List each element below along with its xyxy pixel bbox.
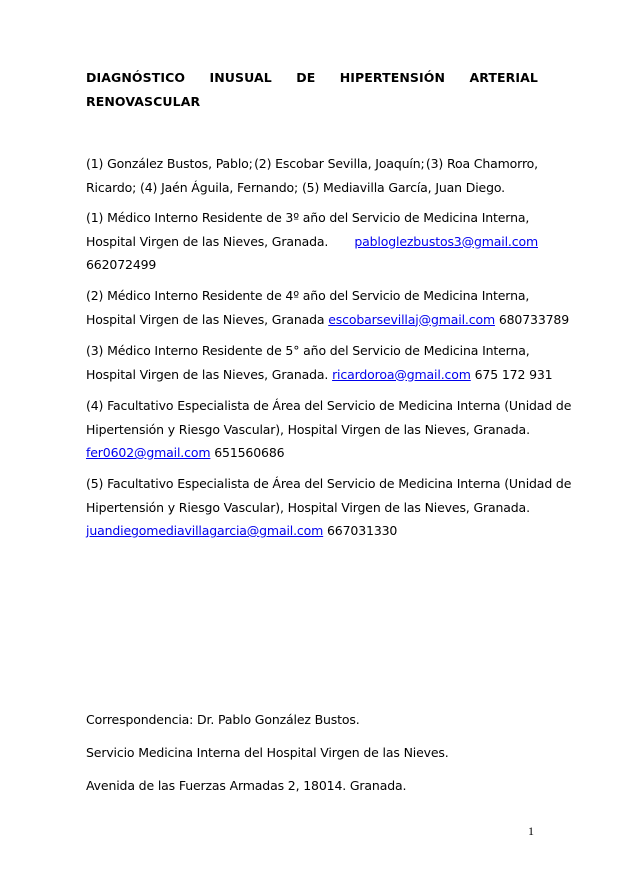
authors-list <box>86 152 538 199</box>
author-entry: (2) Escobar Sevilla, Joaquín; <box>254 156 425 171</box>
title-word: DIAGNÓSTICO <box>86 70 186 85</box>
phone-number: 680733789 <box>498 311 570 327</box>
title-word: HIPERTENSIÓN <box>339 70 446 85</box>
title-line-1 <box>86 66 538 90</box>
phone-number: 675 172 931 <box>474 366 553 382</box>
author-entry: (1) González Bustos, Pablo; <box>86 156 253 171</box>
affiliation-line-3 <box>86 519 538 543</box>
email-link[interactable]: fer0602@gmail.com <box>86 445 211 460</box>
affiliation-hospital: Hospital Virgen de las Nieves, Granada. <box>86 366 329 382</box>
affiliation-line-2 <box>86 363 553 387</box>
affiliation-line-2 <box>86 230 538 254</box>
authors-line-2: Ricardo; (4) Jaén Águila, Fernando; (5) Mediavilla García, Juan Diego. <box>86 179 505 195</box>
affiliation-text: (2) Médico Interno Residente de 4º año del Servicio de Medicina Interna, <box>86 288 530 303</box>
phone-number: 662072499 <box>86 257 157 272</box>
affiliation-5 <box>86 472 572 543</box>
affiliation-3 <box>86 339 553 386</box>
affiliation-line-3 <box>86 441 538 465</box>
affiliation-text: (4) Facultativo Especialista de Área del Servicio de Medicina Interna (Unidad de <box>86 398 572 413</box>
email-link[interactable]: ricardoroa@gmail.com <box>332 366 471 382</box>
authors-line-1 <box>86 152 538 176</box>
affiliation-text: (3) Médico Interno Residente de 5° año del Servicio de Medicina Interna, <box>86 343 530 358</box>
email-link[interactable]: escobarsevillaj@gmail.com <box>328 311 495 327</box>
affiliation-hospital: Hospital Virgen de las Nieves, Granada <box>86 311 325 327</box>
title-word: INUSUAL <box>209 70 272 85</box>
correspondence-name: Correspondencia: Dr. Pablo González Bustos. <box>86 712 360 727</box>
title-word: ARTERIAL <box>469 70 538 85</box>
phone-number: 651560686 <box>214 445 285 460</box>
email-link[interactable]: juandiegomediavillagarcia@gmail.com <box>86 523 324 538</box>
correspondence-address: Avenida de las Fuerzas Armadas 2, 18014. Granada. <box>86 778 407 793</box>
title-line-2: RENOVASCULAR <box>86 94 201 109</box>
affiliation-1 <box>86 206 538 277</box>
affiliation-text: (5) Facultativo Especialista de Área del Servicio de Medicina Interna (Unidad de <box>86 476 572 491</box>
email-link[interactable]: pabloglezbustos3@gmail.com <box>354 233 538 249</box>
affiliation-2 <box>86 284 570 331</box>
author-entry: (3) Roa Chamorro, <box>425 156 538 171</box>
affiliation-4 <box>86 394 572 465</box>
title-word: DE <box>296 70 316 85</box>
correspondence-department: Servicio Medicina Interna del Hospital Virgen de las Nieves. <box>86 745 449 760</box>
affiliation-hospital: Hospital Virgen de las Nieves, Granada. <box>86 233 329 249</box>
document-title <box>86 66 538 114</box>
affiliation-line-2 <box>86 308 570 332</box>
affiliation-line-2: Hipertensión y Riesgo Vascular), Hospital Virgen de las Nieves, Granada. <box>86 499 530 515</box>
affiliation-text: (1) Médico Interno Residente de 3º año del Servicio de Medicina Interna, <box>86 210 530 225</box>
phone-number: 667031330 <box>327 523 398 538</box>
affiliation-line-2: Hipertensión y Riesgo Vascular), Hospital Virgen de las Nieves, Granada. <box>86 421 530 437</box>
page-number: 1 <box>528 824 534 838</box>
